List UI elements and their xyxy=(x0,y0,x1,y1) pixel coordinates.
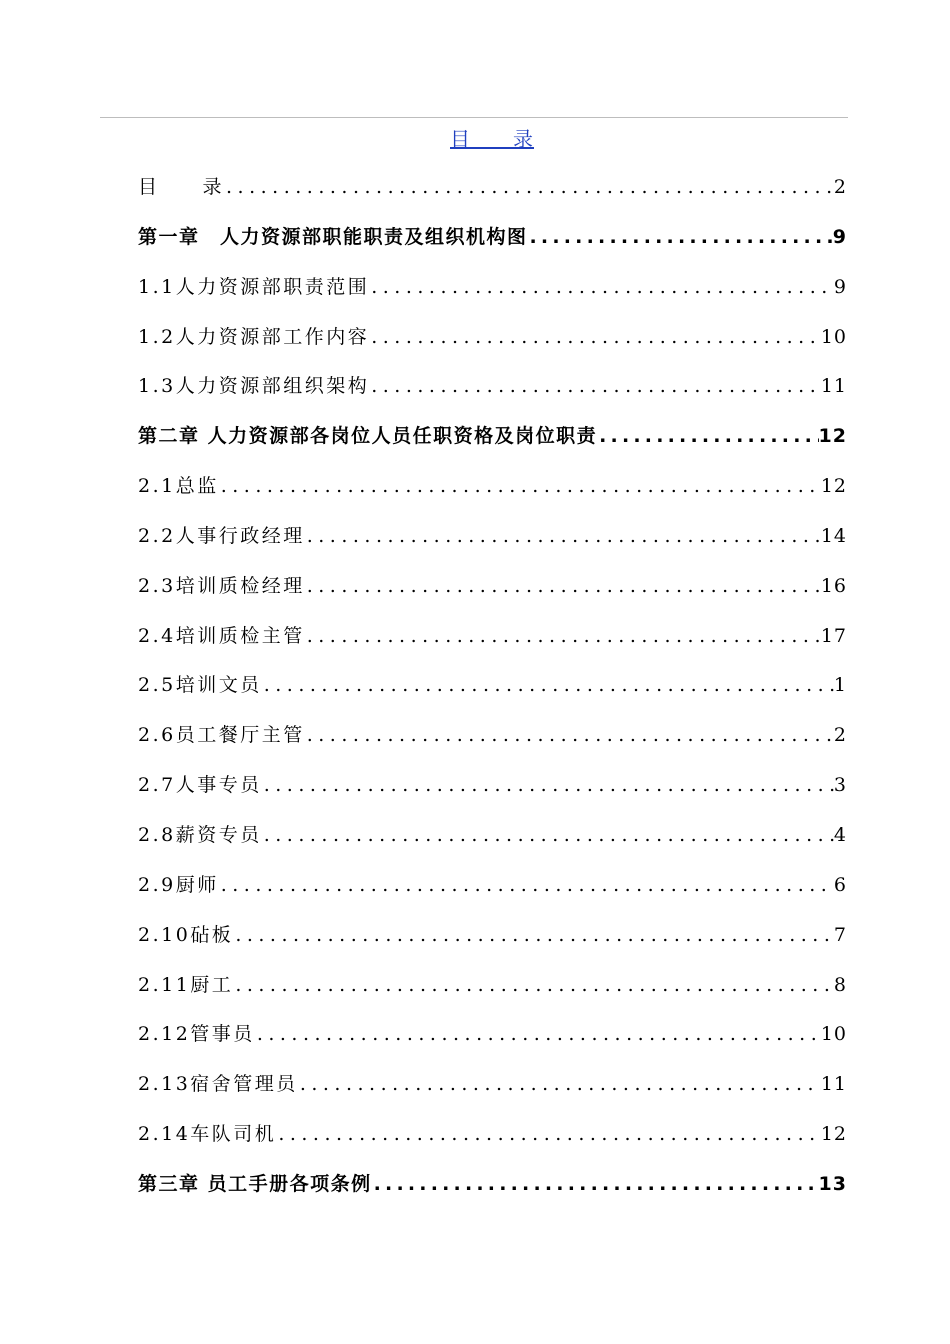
toc-entry[interactable] xyxy=(138,562,847,612)
toc-entry[interactable] xyxy=(138,313,847,363)
toc-heading-link[interactable]: 目 录 xyxy=(450,127,534,151)
toc-leader-dots xyxy=(305,612,821,662)
toc-entry-page: 17 xyxy=(820,624,847,647)
toc-entry[interactable] xyxy=(138,1010,847,1060)
toc-leader-dots xyxy=(262,661,834,711)
toc-entry-label: 1.1人力资源部职责范围 xyxy=(138,275,370,298)
toc-entry[interactable] xyxy=(138,163,847,213)
toc-entry-label: 第二章 人力资源部各岗位人员任职资格及岗位职责 xyxy=(138,425,598,448)
toc-entry-label: 2.12管事员 xyxy=(138,1023,255,1046)
toc-entry[interactable] xyxy=(138,711,847,761)
toc-entry[interactable] xyxy=(138,961,847,1011)
toc-entry-label: 第一章 人力资源部职能职责及组织机构图 xyxy=(138,225,528,248)
toc-entry-page: 12 xyxy=(818,425,847,448)
toc-entry-chapter[interactable] xyxy=(138,1160,847,1210)
toc-entry-page: 1 xyxy=(833,674,847,697)
toc-entry[interactable] xyxy=(138,1060,847,1110)
header-rule xyxy=(100,117,848,118)
toc-entry-page: 12 xyxy=(820,475,847,498)
toc-leader-dots xyxy=(305,562,821,612)
toc-entry-label: 2.13宿舍管理员 xyxy=(138,1073,298,1096)
toc-entry-label: 2.2人事行政经理 xyxy=(138,524,305,547)
toc-leader-dots xyxy=(224,163,834,213)
toc-entry-page: 3 xyxy=(833,774,847,797)
toc-entry-page: 2 xyxy=(833,724,847,747)
toc-entry-page: 11 xyxy=(820,1073,847,1096)
toc-entry[interactable] xyxy=(138,761,847,811)
toc-entry-label: 1.3人力资源部组织架构 xyxy=(138,375,370,398)
toc-leader-dots xyxy=(528,213,833,263)
toc-entry-page: 10 xyxy=(820,325,847,348)
toc-entry-label: 2.6员工餐厅主管 xyxy=(138,724,305,747)
toc-entry-label: 目 录 xyxy=(138,176,225,198)
toc-entry-page: 12 xyxy=(820,1123,847,1146)
toc-entry-page: 7 xyxy=(833,923,847,946)
toc-leader-dots xyxy=(262,811,834,861)
toc-entry-label: 第三章 员工手册各项条例 xyxy=(138,1172,372,1195)
toc-leader-dots xyxy=(597,412,818,462)
toc-entry-page: 9 xyxy=(833,275,847,298)
toc-entry-label: 2.9厨师 xyxy=(138,873,219,896)
toc-entry-page: 2 xyxy=(833,176,847,198)
toc-leader-dots xyxy=(372,1160,819,1210)
toc-entry-label: 2.3培训质检经理 xyxy=(138,574,305,597)
toc-leader-dots xyxy=(369,313,821,363)
toc-leader-dots xyxy=(262,761,834,811)
toc-entry-page: 8 xyxy=(833,973,847,996)
toc-entry-label: 2.11厨工 xyxy=(138,973,234,996)
toc-entry[interactable] xyxy=(138,462,847,512)
toc-leader-dots xyxy=(369,263,834,313)
toc-list xyxy=(138,163,847,1210)
toc-entry-page: 4 xyxy=(833,823,847,846)
toc-entry-chapter[interactable] xyxy=(138,213,847,263)
toc-leader-dots xyxy=(305,512,821,562)
toc-leader-dots xyxy=(305,711,834,761)
toc-leader-dots xyxy=(276,1110,821,1160)
toc-entry-page: 9 xyxy=(832,225,847,248)
toc-entry-page: 16 xyxy=(820,574,847,597)
toc-entry-label: 2.8薪资专员 xyxy=(138,823,262,846)
toc-leader-dots xyxy=(219,861,834,911)
toc-entry-label: 2.14车队司机 xyxy=(138,1123,277,1146)
toc-entry-page: 11 xyxy=(820,375,847,398)
toc-entry-label: 2.7人事专员 xyxy=(138,774,262,797)
toc-entry[interactable] xyxy=(138,362,847,412)
toc-entry-page: 10 xyxy=(820,1023,847,1046)
toc-leader-dots xyxy=(255,1010,821,1060)
toc-entry[interactable] xyxy=(138,661,847,711)
toc-entry[interactable] xyxy=(138,512,847,562)
toc-entry[interactable] xyxy=(138,1110,847,1160)
toc-entry[interactable] xyxy=(138,811,847,861)
toc-entry-label: 2.1总监 xyxy=(138,475,219,498)
toc-entry[interactable] xyxy=(138,911,847,961)
toc-entry-label: 2.5培训文员 xyxy=(138,674,262,697)
toc-leader-dots xyxy=(369,362,821,412)
toc-leader-dots xyxy=(233,911,834,961)
toc-entry-label: 1.2人力资源部工作内容 xyxy=(138,325,370,348)
toc-entry-label: 2.10砧板 xyxy=(138,923,234,946)
toc-heading xyxy=(0,124,950,154)
toc-entry[interactable] xyxy=(138,612,847,662)
toc-leader-dots xyxy=(298,1060,821,1110)
toc-entry-label: 2.4培训质检主管 xyxy=(138,624,305,647)
toc-entry[interactable] xyxy=(138,861,847,911)
toc-leader-dots xyxy=(233,961,834,1011)
toc-entry-chapter[interactable] xyxy=(138,412,847,462)
toc-entry[interactable] xyxy=(138,263,847,313)
toc-leader-dots xyxy=(219,462,821,512)
toc-entry-page: 13 xyxy=(818,1172,847,1195)
toc-entry-page: 14 xyxy=(820,524,847,547)
toc-entry-page: 6 xyxy=(833,873,847,896)
